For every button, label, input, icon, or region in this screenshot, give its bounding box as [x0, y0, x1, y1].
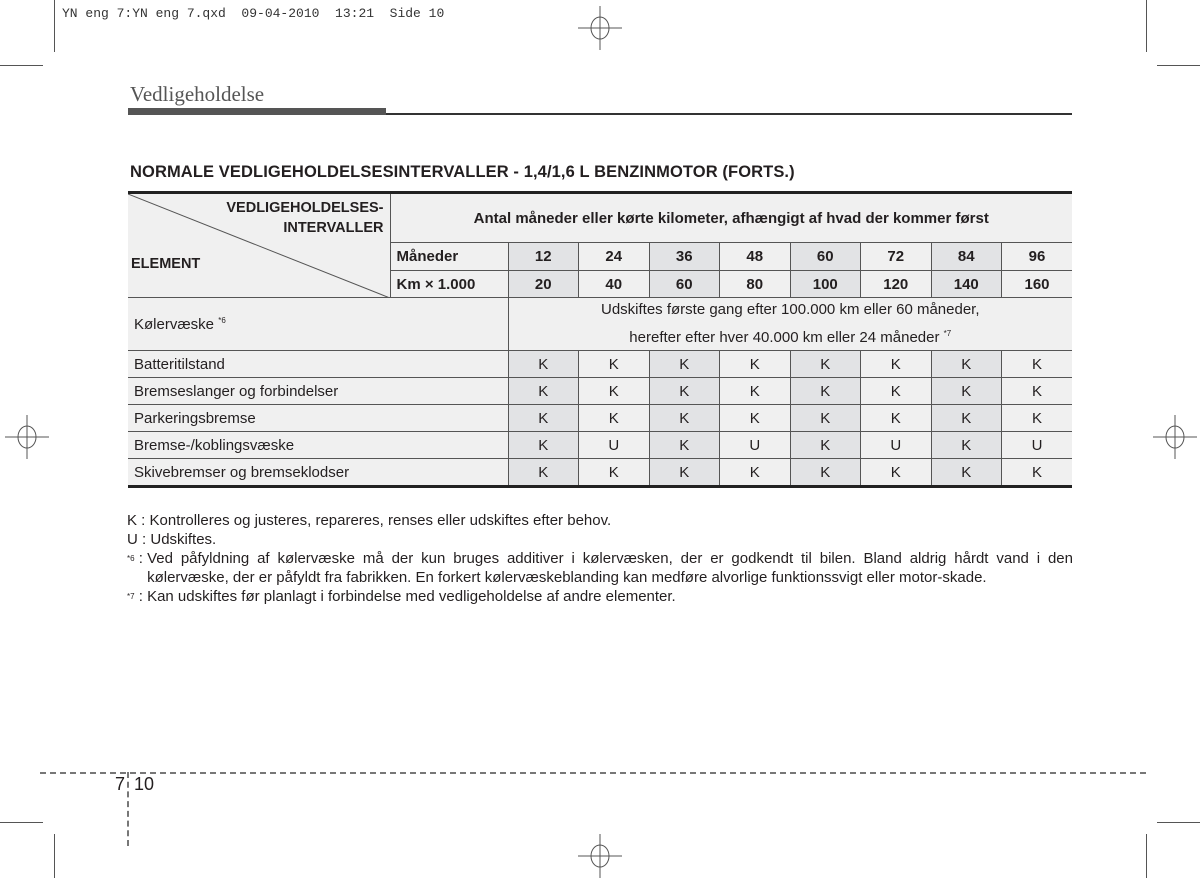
interval-cell: K: [508, 432, 579, 459]
crop-mark: [54, 0, 55, 52]
table-row: [128, 378, 1072, 405]
footnote-text: Kan udskiftes før planlagt i forbindelse med vedligeholdelse af andre elementer.: [147, 588, 676, 605]
interval-cell: K: [790, 405, 861, 432]
interval-cell: K: [508, 378, 579, 405]
row-label: Parkeringsbremse: [128, 405, 508, 432]
interval-cell: K: [508, 405, 579, 432]
interval-cell: K: [1002, 405, 1073, 432]
interval-cell: U: [861, 432, 932, 459]
corner-top-line2: INTERVALLER: [283, 220, 384, 236]
km-cell: 60: [649, 271, 720, 298]
footnote-key: K: [127, 512, 138, 529]
interval-cell: K: [790, 351, 861, 378]
interval-cell: K: [1002, 351, 1073, 378]
km-cell: 120: [861, 271, 932, 298]
registration-mark-icon: [1153, 415, 1197, 459]
interval-cell: K: [790, 432, 861, 459]
interval-cell: K: [649, 378, 720, 405]
interval-cell: K: [720, 405, 791, 432]
interval-cell: K: [931, 405, 1002, 432]
footnote-key-sup: *7: [127, 592, 135, 601]
km-cell: 40: [579, 271, 650, 298]
page-number: 10: [134, 774, 155, 794]
interval-cell: K: [649, 459, 720, 487]
km-cell: 160: [1002, 271, 1073, 298]
interval-cell: K: [861, 378, 932, 405]
crop-mark: [0, 822, 43, 823]
footnote-text: Ved påfyldning af kølervæske må der kun bruges additiver i kølervæsken, der er godkendt til bilen. Bland aldrig hårdt vand i den kølervæske, der er påfyldt fra fabrikken. En forkert kølervæskeblanding kan medføre alvorlige funktionssvigt eller motor-skade.: [147, 550, 1073, 586]
interval-cell: K: [931, 432, 1002, 459]
months-cell: 12: [508, 243, 579, 271]
coolant-label: Kølervæske $^{*6}$: [128, 298, 508, 351]
interval-cell: K: [720, 378, 791, 405]
interval-cell: K: [790, 459, 861, 487]
footer-divider: [127, 772, 129, 846]
interval-cell: K: [931, 459, 1002, 487]
footnote-key-sup: *6: [127, 554, 135, 563]
crop-mark: [1157, 822, 1200, 823]
interval-cell: K: [579, 459, 650, 487]
km-cell: 80: [720, 271, 791, 298]
interval-cell: K: [1002, 378, 1073, 405]
interval-cell: K: [579, 351, 650, 378]
interval-cell: U: [579, 432, 650, 459]
footnote-item: [127, 530, 1073, 549]
page-chapter: 7: [115, 774, 126, 794]
interval-cell: K: [931, 378, 1002, 405]
footnote-colon: :: [134, 588, 148, 605]
span-header: Antal måneder eller kørte kilometer, afhængigt af hvad der kommer først: [390, 193, 1072, 243]
interval-cell: K: [649, 432, 720, 459]
months-cell: 72: [861, 243, 932, 271]
km-label: Km × 1.000: [390, 271, 508, 298]
footnote-text: Udskiftes.: [150, 531, 217, 548]
footnote-key: U: [127, 531, 138, 548]
footnote-text: Kontrolleres og justeres, repareres, renses eller udskiftes efter behov.: [149, 512, 612, 529]
crop-mark: [0, 65, 43, 66]
footnote-key: [127, 587, 135, 610]
interval-cell: K: [861, 405, 932, 432]
row-label: Bremseslanger og forbindelser: [128, 378, 508, 405]
registration-mark-icon: [5, 415, 49, 459]
months-cell: 24: [579, 243, 650, 271]
title-bar: [128, 108, 386, 115]
interval-cell: K: [1002, 459, 1073, 487]
corner-header-cell: [128, 193, 390, 298]
footnote-key: [127, 549, 135, 587]
table-row: [128, 351, 1072, 378]
footnote-item: [127, 587, 1073, 610]
months-cell: 96: [1002, 243, 1073, 271]
interval-cell: K: [649, 351, 720, 378]
registration-mark-icon: [578, 834, 622, 878]
section-title: Vedligeholdelse: [130, 82, 265, 106]
corner-bottom: ELEMENT: [131, 256, 201, 272]
km-cell: 100: [790, 271, 861, 298]
footnote-item: [127, 511, 1073, 530]
months-cell: 60: [790, 243, 861, 271]
interval-cell: K: [649, 405, 720, 432]
interval-cell: K: [579, 405, 650, 432]
crop-mark: [1146, 0, 1147, 52]
interval-cell: K: [861, 351, 932, 378]
row-label: Bremse-/koblingsvæske: [128, 432, 508, 459]
print-slug: YN eng 7:YN eng 7.qxd 09-04-2010 13:21 Side 10: [62, 6, 445, 21]
interval-cell: U: [720, 432, 791, 459]
footnote-colon: :: [134, 550, 148, 567]
footnote-item: [127, 549, 1073, 587]
row-label: Batteritilstand: [128, 351, 508, 378]
row-label: Skivebremser og bremseklodser: [128, 459, 508, 487]
title-rule: [386, 113, 1072, 115]
interval-cell: K: [931, 351, 1002, 378]
km-cell: 140: [931, 271, 1002, 298]
coolant-text: Udskiftes første gang efter 100.000 km eller 60 måneder, herefter efter hver 40.000 km eller 24 måneder $^{*7}$: [508, 298, 1072, 351]
footnote-colon: :: [137, 512, 150, 529]
months-cell: 36: [649, 243, 720, 271]
table-row: [128, 432, 1072, 459]
crop-mark: [1146, 834, 1147, 878]
months-label: Måneder: [390, 243, 508, 271]
interval-cell: K: [790, 378, 861, 405]
registration-mark-icon: [578, 6, 622, 50]
footnotes: [127, 511, 1073, 610]
crop-mark: [54, 834, 55, 878]
interval-cell: K: [720, 459, 791, 487]
footnote-colon: :: [137, 531, 151, 548]
interval-cell: K: [720, 351, 791, 378]
months-cell: 84: [931, 243, 1002, 271]
months-cell: 48: [720, 243, 791, 271]
corner-top-line1: VEDLIGEHOLDELSES-: [226, 200, 384, 216]
table-row: [128, 459, 1072, 487]
interval-cell: K: [508, 351, 579, 378]
maintenance-table: [128, 191, 1072, 488]
km-cell: 20: [508, 271, 579, 298]
table-row: [128, 405, 1072, 432]
page-heading: NORMALE VEDLIGEHOLDELSESINTERVALLER - 1,4/1,6 L BENZINMOTOR (FORTS.): [130, 163, 795, 181]
interval-cell: K: [861, 459, 932, 487]
footer-rule: [40, 772, 1146, 774]
interval-cell: K: [579, 378, 650, 405]
interval-cell: K: [508, 459, 579, 487]
crop-mark: [1157, 65, 1200, 66]
interval-cell: U: [1002, 432, 1073, 459]
